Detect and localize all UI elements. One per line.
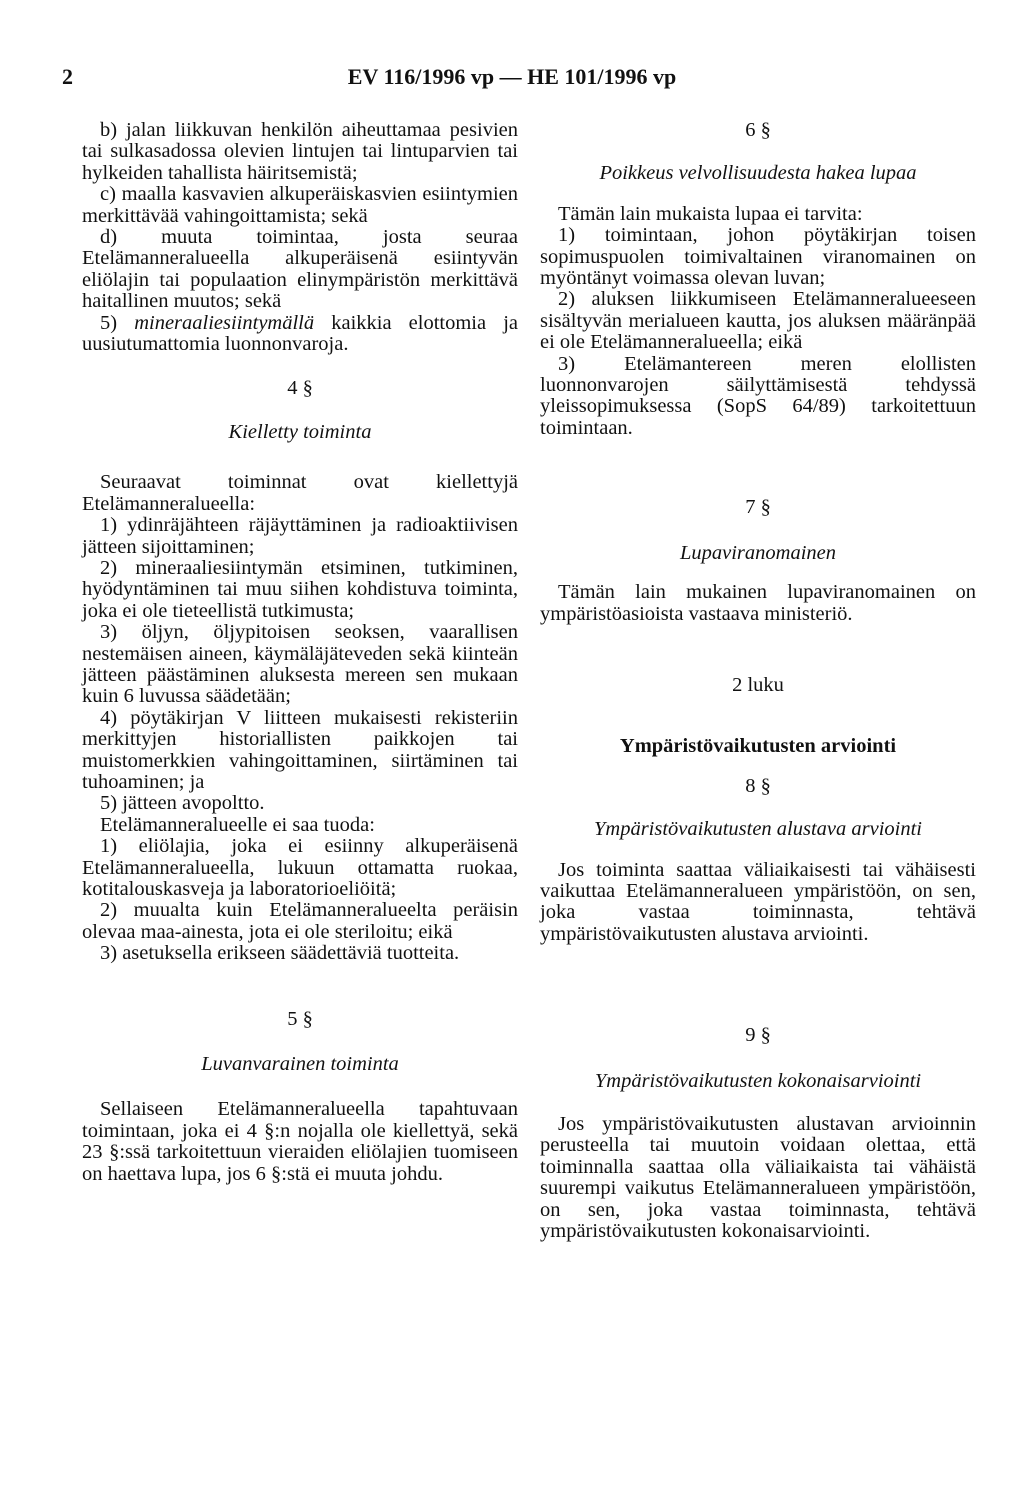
right-column <box>540 120 976 1242</box>
section-9-number: 9 § <box>745 1024 771 1047</box>
section-4-item-3: 3) öljyn, öljypitoisen seoksen, vaarallisen nestemäisen aineen, käymäläjäteveden sekä kiinteän jätteen päästäminen aluksesta mereen sen mukaan kuin 6 luvussa säädetään; <box>82 621 518 708</box>
section-4-intro: Seuraavat toiminnat ovat kiellettyjä Etelämanneralueella: <box>82 471 518 515</box>
chapter-number: 2 luku <box>732 673 784 696</box>
item-5-prefix: 5) <box>100 311 118 334</box>
section-4-item-1: 1) ydinräjähteen räjäyttäminen ja radioaktiivisen jätteen sijoittaminen; <box>82 514 518 558</box>
item-d: d) muuta toimintaa, josta seuraa Etelämanneralueella alkuperäisenä esiintyvän eliölajin tai populaation elinympäristön merkittävä haitallinen muutos; sekä <box>82 226 518 313</box>
section-7-text: Tämän lain mukainen lupaviranomainen on ympäristöasioista vastaava ministeriö. <box>540 581 976 625</box>
section-5-number: 5 § <box>287 1007 313 1030</box>
section-4-item-5: 5) jätteen avopoltto. <box>100 792 265 815</box>
section-6-number: 6 § <box>745 119 771 141</box>
item-5-rest: kaikkia elottomia ja uusiutumattomia luonnonvaroja. <box>82 311 519 356</box>
section-6-item-3: 3) Etelämantereen meren elollisten luonnonvarojen säilyttämisestä tehdyssä yleissopimuksessa (SopS 64/89) tarkoitettuun toimintaan. <box>540 352 976 439</box>
section-6-title: Poikkeus velvollisuudesta hakea lupaa <box>599 162 917 185</box>
item-c: c) maalla kasvavien alkuperäiskasvien esiintymien merkittävää vahingoittamista; sekä <box>82 183 518 227</box>
section-7-number: 7 § <box>745 496 771 519</box>
section-8-text: Jos toiminta saattaa väliaikaisesti tai vähäisesti vaikuttaa Etelämanneralueen ympäristöön, on sen, joka vastaa toiminnasta, tehtävä ympäristövaikutusten alustava arviointi. <box>540 858 976 945</box>
section-5-title: Luvanvarainen toiminta <box>201 1053 399 1076</box>
item-b: b) jalan liikkuvan henkilön aiheuttamaa pesivien tai sulkasadossa olevien lintujen tai lintuparvien tai hylkeiden tahallista häiritsemistä; <box>82 119 518 184</box>
chapter-title: Ympäristövaikutusten arviointi <box>619 735 897 758</box>
section-4-heading <box>82 378 518 443</box>
section-6-item-1: 1) toimintaan, johon pöytäkirjan toisen sopimuspuolen toimivaltainen viranomainen on myöntänyt voimassa olevan luvan; <box>540 224 976 290</box>
item-5-term: mineraaliesiintymällä <box>134 311 315 334</box>
section-4-title: Kielletty toiminta <box>228 420 372 443</box>
running-head: EV 116/1996 vp — HE 101/1996 vp <box>347 64 677 89</box>
item-5 <box>82 313 518 356</box>
section-9-title: Ympäristövaikutusten kokonaisarviointi <box>594 1069 922 1092</box>
section-4-item-4: 4) pöytäkirjan V liitteen mukaisesti rekisteriin merkittyjen historiallisten paikkojen tai muistomerkkien vahingoittaminen, siirtäminen tai tuhoaminen; ja <box>82 706 518 793</box>
section-6-intro: Tämän lain mukaista lupaa ei tarvita: <box>558 202 863 225</box>
section-4-import-item-3: 3) asetuksella erikseen säädettäviä tuotteita. <box>100 942 460 965</box>
section-5-text: Sellaiseen Etelämanneralueella tapahtuvaan toimintaan, joka ei 4 §:n nojalla ole kiellettyä, sekä 23 §:ssä tarkoitettuun vieraiden eliölajien tuomiseen on haettava lupa, jos 6 §:stä ei muuta johdu. <box>82 1098 518 1185</box>
section-8-number: 8 § <box>745 774 771 797</box>
section-4-number: 4 § <box>287 377 313 400</box>
section-4-import-item-2: 2) muualta kuin Etelämanneralueelta peräisin olevaa maa-ainesta, jota ei ole steriloitu; eikä <box>82 899 518 943</box>
section-6-item-2: 2) aluksen liikkumiseen Etelämanneralueeseen sisältyvän merialueen kautta, jos aluksen määränpää ei ole Etelämanneralueella; eikä <box>540 288 976 354</box>
section-4-import-item-1: 1) eliölajia, joka ei esiinny alkuperäisenä Etelämanneralueella, lukuun ottamatta ruokaa, kotitalouskasveja ja laboratorioeliöitä; <box>82 835 518 900</box>
section-4-item-2: 2) mineraaliesiintymän etsiminen, tutkiminen, hyödyntäminen tai muu siihen kohdistuva toiminta, joka ei ole tieteellistä tutkimusta; <box>82 556 518 622</box>
section-8-title: Ympäristövaikutusten alustava arviointi <box>594 818 922 841</box>
left-column <box>82 120 518 1185</box>
section-4-intro-2: Etelämanneralueelle ei saa tuoda: <box>100 813 375 836</box>
page-number: 2 <box>62 64 73 89</box>
section-7-title: Lupaviranomainen <box>679 541 837 564</box>
section-9-text: Jos ympäristövaikutusten alustavan arvioinnin perusteella tai muutoin voidaan olettaa, että toiminnalla saattaa olla väliaikaista tai vähäistä suurempi vaikutus Etelämanneralueen ympäristöön, on sen, joka vastaa toiminnasta, tehtävä ympäristövaikutusten kokonaisarviointi. <box>540 1112 976 1242</box>
